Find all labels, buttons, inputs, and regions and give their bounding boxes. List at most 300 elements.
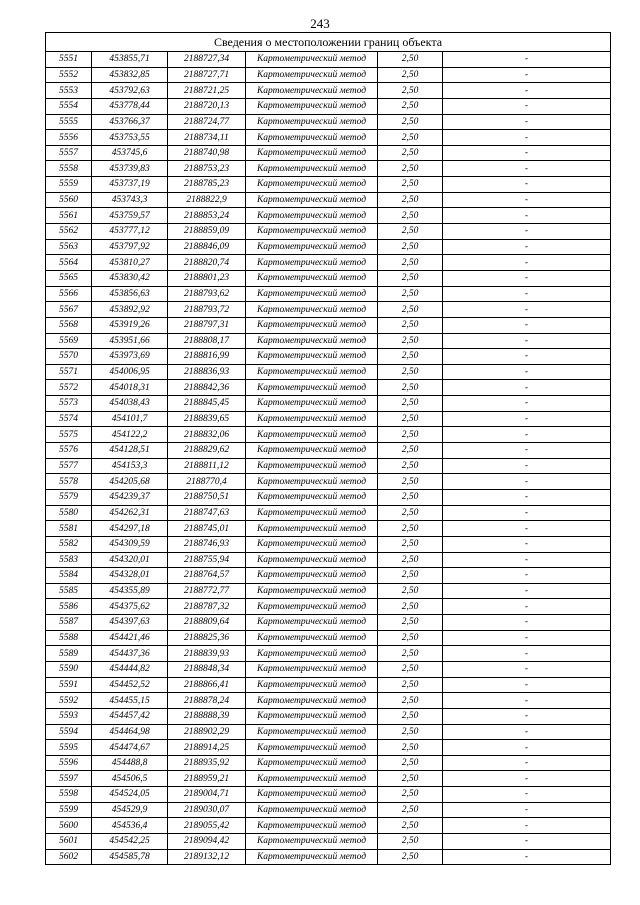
point-number-cell: 5590	[46, 661, 92, 677]
method-cell: Картометрический метод	[246, 834, 378, 850]
point-number-cell: 5574	[46, 411, 92, 427]
accuracy-cell: 2,50	[378, 708, 443, 724]
y-coordinate-cell: 2188959,21	[168, 771, 246, 787]
method-cell: Картометрический метод	[246, 615, 378, 631]
method-cell: Картометрический метод	[246, 489, 378, 505]
method-cell: Картометрический метод	[246, 364, 378, 380]
y-coordinate-cell: 2188848,34	[168, 661, 246, 677]
x-coordinate-cell: 453792,63	[92, 83, 168, 99]
method-cell: Картометрический метод	[246, 583, 378, 599]
method-cell: Картометрический метод	[246, 599, 378, 615]
accuracy-cell: 2,50	[378, 834, 443, 850]
description-cell: -	[443, 396, 611, 412]
description-cell: -	[443, 411, 611, 427]
point-number-cell: 5568	[46, 317, 92, 333]
x-coordinate-cell: 453973,69	[92, 349, 168, 365]
x-coordinate-cell: 453856,63	[92, 286, 168, 302]
method-cell: Картометрический метод	[246, 411, 378, 427]
table-row	[46, 427, 611, 443]
y-coordinate-cell: 2188825,36	[168, 630, 246, 646]
x-coordinate-cell: 453739,83	[92, 161, 168, 177]
description-cell: -	[443, 364, 611, 380]
x-coordinate-cell: 454421,46	[92, 630, 168, 646]
y-coordinate-cell: 2188801,23	[168, 270, 246, 286]
point-number-cell: 5581	[46, 521, 92, 537]
table-row	[46, 302, 611, 318]
description-cell: -	[443, 114, 611, 130]
accuracy-cell: 2,50	[378, 83, 443, 99]
method-cell: Картометрический метод	[246, 302, 378, 318]
x-coordinate-cell: 454529,9	[92, 802, 168, 818]
table-row	[46, 52, 611, 68]
description-cell: -	[443, 270, 611, 286]
point-number-cell: 5599	[46, 802, 92, 818]
y-coordinate-cell: 2188746,93	[168, 536, 246, 552]
x-coordinate-cell: 454488,8	[92, 755, 168, 771]
x-coordinate-cell: 454101,7	[92, 411, 168, 427]
y-coordinate-cell: 2188753,23	[168, 161, 246, 177]
x-coordinate-cell: 453737,19	[92, 177, 168, 193]
method-cell: Картометрический метод	[246, 740, 378, 756]
method-cell: Картометрический метод	[246, 458, 378, 474]
table-row	[46, 693, 611, 709]
accuracy-cell: 2,50	[378, 317, 443, 333]
table-row	[46, 145, 611, 161]
table-row	[46, 396, 611, 412]
table-row	[46, 646, 611, 662]
description-cell: -	[443, 177, 611, 193]
accuracy-cell: 2,50	[378, 255, 443, 271]
method-cell: Картометрический метод	[246, 521, 378, 537]
x-coordinate-cell: 454444,82	[92, 661, 168, 677]
description-cell: -	[443, 427, 611, 443]
method-cell: Картометрический метод	[246, 443, 378, 459]
y-coordinate-cell: 2188764,57	[168, 568, 246, 584]
accuracy-cell: 2,50	[378, 740, 443, 756]
accuracy-cell: 2,50	[378, 849, 443, 865]
accuracy-cell: 2,50	[378, 349, 443, 365]
description-cell: -	[443, 599, 611, 615]
method-cell: Картометрический метод	[246, 270, 378, 286]
table-row	[46, 599, 611, 615]
method-cell: Картометрический метод	[246, 255, 378, 271]
accuracy-cell: 2,50	[378, 270, 443, 286]
point-number-cell: 5592	[46, 693, 92, 709]
method-cell: Картометрический метод	[246, 818, 378, 834]
method-cell: Картометрический метод	[246, 349, 378, 365]
x-coordinate-cell: 454262,31	[92, 505, 168, 521]
point-number-cell: 5594	[46, 724, 92, 740]
description-cell: -	[443, 583, 611, 599]
y-coordinate-cell: 2188829,62	[168, 443, 246, 459]
method-cell: Картометрический метод	[246, 208, 378, 224]
table-row	[46, 130, 611, 146]
accuracy-cell: 2,50	[378, 552, 443, 568]
method-cell: Картометрический метод	[246, 693, 378, 709]
table-row	[46, 802, 611, 818]
x-coordinate-cell: 454524,05	[92, 787, 168, 803]
x-coordinate-cell: 454585,78	[92, 849, 168, 865]
description-cell: -	[443, 474, 611, 490]
point-number-cell: 5600	[46, 818, 92, 834]
method-cell: Картометрический метод	[246, 145, 378, 161]
x-coordinate-cell: 454452,52	[92, 677, 168, 693]
point-number-cell: 5589	[46, 646, 92, 662]
y-coordinate-cell: 2188721,25	[168, 83, 246, 99]
accuracy-cell: 2,50	[378, 286, 443, 302]
y-coordinate-cell: 2188878,24	[168, 693, 246, 709]
accuracy-cell: 2,50	[378, 474, 443, 490]
x-coordinate-cell: 453832,85	[92, 67, 168, 83]
y-coordinate-cell: 2188866,41	[168, 677, 246, 693]
point-number-cell: 5559	[46, 177, 92, 193]
method-cell: Картометрический метод	[246, 130, 378, 146]
method-cell: Картометрический метод	[246, 849, 378, 865]
point-number-cell: 5552	[46, 67, 92, 83]
table-row	[46, 98, 611, 114]
method-cell: Картометрический метод	[246, 661, 378, 677]
page-number: 243	[310, 16, 330, 31]
point-number-cell: 5573	[46, 396, 92, 412]
table-row	[46, 661, 611, 677]
point-number-cell: 5585	[46, 583, 92, 599]
x-coordinate-cell: 453810,27	[92, 255, 168, 271]
table-row	[46, 224, 611, 240]
description-cell: -	[443, 489, 611, 505]
x-coordinate-cell: 454006,95	[92, 364, 168, 380]
point-number-cell: 5558	[46, 161, 92, 177]
description-cell: -	[443, 130, 611, 146]
point-number-cell: 5586	[46, 599, 92, 615]
y-coordinate-cell: 2188935,92	[168, 755, 246, 771]
table-row	[46, 568, 611, 584]
point-number-cell: 5597	[46, 771, 92, 787]
method-cell: Картометрический метод	[246, 317, 378, 333]
accuracy-cell: 2,50	[378, 67, 443, 83]
point-number-cell: 5563	[46, 239, 92, 255]
accuracy-cell: 2,50	[378, 161, 443, 177]
x-coordinate-cell: 454122,2	[92, 427, 168, 443]
x-coordinate-cell: 454464,98	[92, 724, 168, 740]
point-number-cell: 5555	[46, 114, 92, 130]
table-row	[46, 67, 611, 83]
x-coordinate-cell: 453919,26	[92, 317, 168, 333]
method-cell: Картометрический метод	[246, 755, 378, 771]
x-coordinate-cell: 454038,43	[92, 396, 168, 412]
description-cell: -	[443, 693, 611, 709]
accuracy-cell: 2,50	[378, 443, 443, 459]
description-cell: -	[443, 83, 611, 99]
accuracy-cell: 2,50	[378, 771, 443, 787]
table-row	[46, 536, 611, 552]
accuracy-cell: 2,50	[378, 208, 443, 224]
table-row	[46, 630, 611, 646]
table-row	[46, 771, 611, 787]
method-cell: Картометрический метод	[246, 536, 378, 552]
x-coordinate-cell: 454375,62	[92, 599, 168, 615]
method-cell: Картометрический метод	[246, 427, 378, 443]
method-cell: Картометрический метод	[246, 474, 378, 490]
description-cell: -	[443, 98, 611, 114]
accuracy-cell: 2,50	[378, 130, 443, 146]
table-row	[46, 270, 611, 286]
point-number-cell: 5583	[46, 552, 92, 568]
point-number-cell: 5566	[46, 286, 92, 302]
point-number-cell: 5578	[46, 474, 92, 490]
x-coordinate-cell: 454297,18	[92, 521, 168, 537]
description-cell: -	[443, 677, 611, 693]
accuracy-cell: 2,50	[378, 677, 443, 693]
table-row	[46, 724, 611, 740]
point-number-cell: 5582	[46, 536, 92, 552]
accuracy-cell: 2,50	[378, 521, 443, 537]
y-coordinate-cell: 2188734,11	[168, 130, 246, 146]
description-cell: -	[443, 615, 611, 631]
point-number-cell: 5598	[46, 787, 92, 803]
point-number-cell: 5560	[46, 192, 92, 208]
description-cell: -	[443, 349, 611, 365]
point-number-cell: 5572	[46, 380, 92, 396]
description-cell: -	[443, 849, 611, 865]
point-number-cell: 5551	[46, 52, 92, 68]
y-coordinate-cell: 2188845,45	[168, 396, 246, 412]
table-row	[46, 208, 611, 224]
x-coordinate-cell: 454205,68	[92, 474, 168, 490]
y-coordinate-cell: 2188832,06	[168, 427, 246, 443]
table-row	[46, 755, 611, 771]
x-coordinate-cell: 453745,6	[92, 145, 168, 161]
point-number-cell: 5556	[46, 130, 92, 146]
description-cell: -	[443, 333, 611, 349]
point-number-cell: 5553	[46, 83, 92, 99]
accuracy-cell: 2,50	[378, 380, 443, 396]
accuracy-cell: 2,50	[378, 724, 443, 740]
x-coordinate-cell: 454536,4	[92, 818, 168, 834]
accuracy-cell: 2,50	[378, 599, 443, 615]
description-cell: -	[443, 787, 611, 803]
y-coordinate-cell: 2188793,72	[168, 302, 246, 318]
y-coordinate-cell: 2188740,98	[168, 145, 246, 161]
accuracy-cell: 2,50	[378, 239, 443, 255]
x-coordinate-cell: 453743,3	[92, 192, 168, 208]
method-cell: Картометрический метод	[246, 192, 378, 208]
accuracy-cell: 2,50	[378, 802, 443, 818]
description-cell: -	[443, 317, 611, 333]
point-number-cell: 5587	[46, 615, 92, 631]
description-cell: -	[443, 208, 611, 224]
accuracy-cell: 2,50	[378, 818, 443, 834]
y-coordinate-cell: 2188902,29	[168, 724, 246, 740]
description-cell: -	[443, 646, 611, 662]
x-coordinate-cell: 453797,92	[92, 239, 168, 255]
point-number-cell: 5569	[46, 333, 92, 349]
accuracy-cell: 2,50	[378, 646, 443, 662]
table-row	[46, 83, 611, 99]
description-cell: -	[443, 302, 611, 318]
table-row	[46, 286, 611, 302]
point-number-cell: 5595	[46, 740, 92, 756]
x-coordinate-cell: 454455,15	[92, 693, 168, 709]
point-number-cell: 5557	[46, 145, 92, 161]
point-number-cell: 5596	[46, 755, 92, 771]
description-cell: -	[443, 380, 611, 396]
table-row	[46, 505, 611, 521]
table-row	[46, 787, 611, 803]
y-coordinate-cell: 2188839,93	[168, 646, 246, 662]
table-row	[46, 364, 611, 380]
table-row	[46, 161, 611, 177]
description-cell: -	[443, 771, 611, 787]
method-cell: Картометрический метод	[246, 286, 378, 302]
method-cell: Картометрический метод	[246, 224, 378, 240]
y-coordinate-cell: 2188750,51	[168, 489, 246, 505]
y-coordinate-cell: 2188808,17	[168, 333, 246, 349]
point-number-cell: 5591	[46, 677, 92, 693]
method-cell: Картометрический метод	[246, 98, 378, 114]
accuracy-cell: 2,50	[378, 364, 443, 380]
accuracy-cell: 2,50	[378, 98, 443, 114]
method-cell: Картометрический метод	[246, 552, 378, 568]
x-coordinate-cell: 453766,37	[92, 114, 168, 130]
method-cell: Картометрический метод	[246, 161, 378, 177]
y-coordinate-cell: 2188747,63	[168, 505, 246, 521]
table-row	[46, 349, 611, 365]
y-coordinate-cell: 2188820,74	[168, 255, 246, 271]
x-coordinate-cell: 454437,36	[92, 646, 168, 662]
description-cell: -	[443, 145, 611, 161]
description-cell: -	[443, 818, 611, 834]
point-number-cell: 5602	[46, 849, 92, 865]
method-cell: Картометрический метод	[246, 380, 378, 396]
y-coordinate-cell: 2188822,9	[168, 192, 246, 208]
description-cell: -	[443, 630, 611, 646]
table-row	[46, 114, 611, 130]
point-number-cell: 5588	[46, 630, 92, 646]
point-number-cell: 5561	[46, 208, 92, 224]
table-row	[46, 552, 611, 568]
accuracy-cell: 2,50	[378, 302, 443, 318]
table-row	[46, 239, 611, 255]
description-cell: -	[443, 802, 611, 818]
y-coordinate-cell: 2188772,77	[168, 583, 246, 599]
accuracy-cell: 2,50	[378, 458, 443, 474]
description-cell: -	[443, 458, 611, 474]
table-row	[46, 411, 611, 427]
y-coordinate-cell: 2188727,34	[168, 52, 246, 68]
x-coordinate-cell: 453753,55	[92, 130, 168, 146]
x-coordinate-cell: 453855,71	[92, 52, 168, 68]
description-cell: -	[443, 755, 611, 771]
point-number-cell: 5580	[46, 505, 92, 521]
description-cell: -	[443, 521, 611, 537]
table-row	[46, 317, 611, 333]
x-coordinate-cell: 453892,92	[92, 302, 168, 318]
y-coordinate-cell: 2188727,71	[168, 67, 246, 83]
y-coordinate-cell: 2188839,65	[168, 411, 246, 427]
accuracy-cell: 2,50	[378, 787, 443, 803]
description-cell: -	[443, 552, 611, 568]
point-number-cell: 5571	[46, 364, 92, 380]
y-coordinate-cell: 2189055,42	[168, 818, 246, 834]
method-cell: Картометрический метод	[246, 708, 378, 724]
table-row	[46, 458, 611, 474]
point-number-cell: 5567	[46, 302, 92, 318]
accuracy-cell: 2,50	[378, 396, 443, 412]
table-row	[46, 177, 611, 193]
point-number-cell: 5576	[46, 443, 92, 459]
method-cell: Картометрический метод	[246, 771, 378, 787]
method-cell: Картометрический метод	[246, 568, 378, 584]
accuracy-cell: 2,50	[378, 630, 443, 646]
method-cell: Картометрический метод	[246, 646, 378, 662]
accuracy-cell: 2,50	[378, 427, 443, 443]
description-cell: -	[443, 724, 611, 740]
description-cell: -	[443, 740, 611, 756]
x-coordinate-cell: 453778,44	[92, 98, 168, 114]
x-coordinate-cell: 454018,31	[92, 380, 168, 396]
table-row	[46, 333, 611, 349]
description-cell: -	[443, 708, 611, 724]
point-number-cell: 5593	[46, 708, 92, 724]
x-coordinate-cell: 454328,01	[92, 568, 168, 584]
description-cell: -	[443, 536, 611, 552]
y-coordinate-cell: 2188797,31	[168, 317, 246, 333]
x-coordinate-cell: 453830,42	[92, 270, 168, 286]
accuracy-cell: 2,50	[378, 583, 443, 599]
table-row	[46, 849, 611, 865]
table-row	[46, 192, 611, 208]
accuracy-cell: 2,50	[378, 114, 443, 130]
table-row	[46, 708, 611, 724]
method-cell: Картометрический метод	[246, 83, 378, 99]
x-coordinate-cell: 453951,66	[92, 333, 168, 349]
x-coordinate-cell: 454506,5	[92, 771, 168, 787]
accuracy-cell: 2,50	[378, 145, 443, 161]
method-cell: Картометрический метод	[246, 505, 378, 521]
y-coordinate-cell: 2188770,4	[168, 474, 246, 490]
x-coordinate-cell: 454355,89	[92, 583, 168, 599]
point-number-cell: 5575	[46, 427, 92, 443]
x-coordinate-cell: 454457,42	[92, 708, 168, 724]
description-cell: -	[443, 255, 611, 271]
table-title: Сведения о местоположении границ объекта	[46, 33, 611, 52]
description-cell: -	[443, 661, 611, 677]
method-cell: Картометрический метод	[246, 177, 378, 193]
table-title-row	[46, 33, 611, 52]
accuracy-cell: 2,50	[378, 755, 443, 771]
y-coordinate-cell: 2188888,39	[168, 708, 246, 724]
method-cell: Картометрический метод	[246, 52, 378, 68]
accuracy-cell: 2,50	[378, 615, 443, 631]
y-coordinate-cell: 2188809,64	[168, 615, 246, 631]
table-row	[46, 443, 611, 459]
description-cell: -	[443, 67, 611, 83]
method-cell: Картометрический метод	[246, 114, 378, 130]
table-row	[46, 677, 611, 693]
accuracy-cell: 2,50	[378, 536, 443, 552]
table-row	[46, 521, 611, 537]
x-coordinate-cell: 454320,01	[92, 552, 168, 568]
y-coordinate-cell: 2188724,77	[168, 114, 246, 130]
accuracy-cell: 2,50	[378, 411, 443, 427]
method-cell: Картометрический метод	[246, 333, 378, 349]
accuracy-cell: 2,50	[378, 661, 443, 677]
method-cell: Картометрический метод	[246, 67, 378, 83]
x-coordinate-cell: 453777,12	[92, 224, 168, 240]
accuracy-cell: 2,50	[378, 192, 443, 208]
y-coordinate-cell: 2188720,13	[168, 98, 246, 114]
point-number-cell: 5562	[46, 224, 92, 240]
